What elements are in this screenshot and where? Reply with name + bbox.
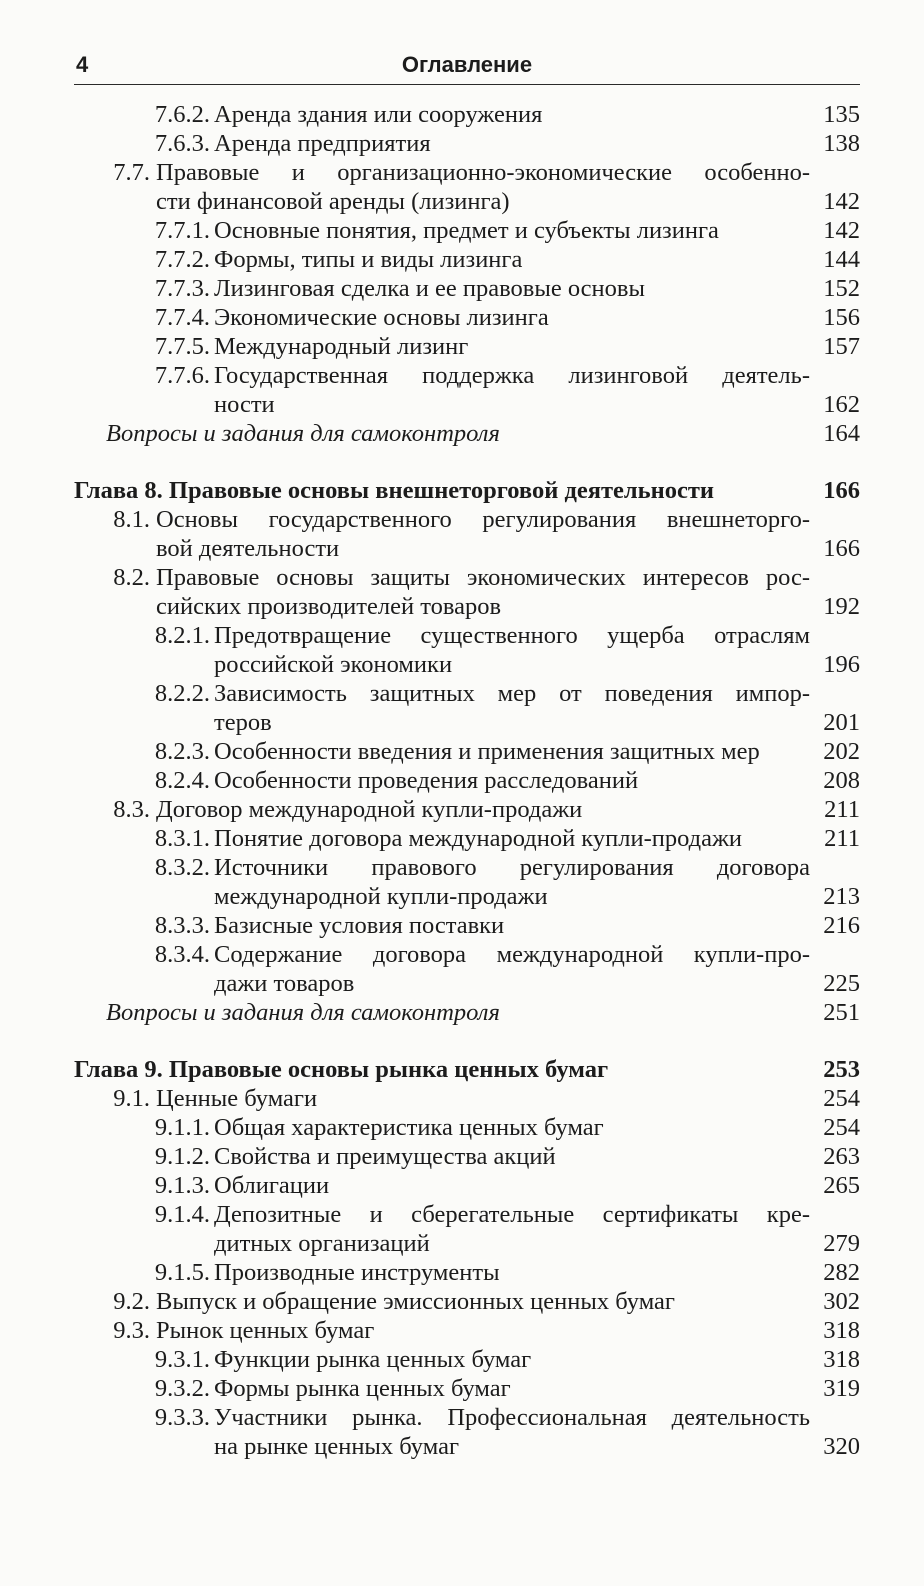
toc-entry[interactable]	[74, 679, 860, 737]
toc-entry-number: 7.6.3.	[154, 130, 210, 157]
toc-entry-number: 8.3.4.	[154, 941, 210, 968]
toc-entry-title	[214, 1345, 810, 1374]
toc-page-number: 225	[823, 970, 860, 997]
toc-entry-title	[214, 911, 810, 940]
toc-entry[interactable]	[74, 158, 860, 216]
toc-entry-text: Выпуск и обращение эмиссионных ценных бумаг	[156, 1288, 675, 1315]
toc-page-number: 196	[823, 651, 860, 678]
toc-entry-title	[156, 505, 810, 563]
toc-entry-number: 9.1.5.	[154, 1259, 210, 1286]
toc-page-number: 211	[824, 825, 860, 852]
toc-page-number: 201	[823, 709, 860, 736]
toc-entry[interactable]	[74, 563, 860, 621]
toc-entry[interactable]	[74, 1142, 860, 1171]
toc-page-number: 211	[824, 796, 860, 823]
toc-page-number: 142	[823, 217, 860, 244]
toc-page-number: 192	[823, 593, 860, 620]
toc-page-number: 166	[823, 477, 860, 504]
toc-entry[interactable]	[74, 1258, 860, 1287]
toc-page-number: 251	[823, 999, 860, 1026]
toc-entry-number: 7.7.4.	[154, 304, 210, 331]
toc-entry[interactable]	[74, 621, 860, 679]
toc-page-number: 279	[823, 1230, 860, 1257]
toc-entry-title	[214, 274, 810, 303]
toc-entry-text: Аренда здания или сооружения	[214, 101, 543, 128]
toc-entry-text: Аренда предприятия	[214, 130, 431, 157]
toc-entry-title	[214, 737, 810, 766]
toc-entry[interactable]	[74, 245, 860, 274]
toc-entry-title	[156, 1287, 810, 1316]
toc-entry-text: Вопросы и задания для самоконтроля	[106, 420, 500, 447]
toc-entry-text: Глава 8. Правовые основы внешнеторговой деятельности	[74, 477, 715, 504]
toc-entry[interactable]	[74, 853, 860, 911]
toc-entry-text: на рынке ценных бумаг	[214, 1433, 459, 1460]
toc-entry-number: 8.3.2.	[154, 854, 210, 881]
toc-entry-title	[214, 824, 810, 853]
toc-entry-text: Облигации	[214, 1172, 330, 1199]
toc-entry-title	[214, 361, 810, 419]
toc-entry-title	[156, 1316, 810, 1345]
toc-entry-number: 7.7.1.	[154, 217, 210, 244]
toc-entry-text: Правовые основы защиты экономических интересов рос-	[156, 564, 810, 591]
toc-page-number: 254	[823, 1085, 860, 1112]
toc-entry-title	[214, 332, 810, 361]
toc-entry-title	[214, 1200, 810, 1258]
toc-entry-text: дажи товаров	[214, 970, 355, 997]
toc-entry-text: Глава 9. Правовые основы рынка ценных бумаг	[74, 1056, 609, 1083]
toc-entry-text: Предотвращение существенного ущерба отраслям	[214, 622, 810, 649]
toc-entry-text: теров	[214, 709, 272, 736]
toc-entry-title	[214, 1113, 810, 1142]
toc-entry-number: 9.1.2.	[154, 1143, 210, 1170]
toc-entry-text: Договор международной купли-продажи	[156, 796, 583, 823]
toc-entry[interactable]	[74, 1287, 860, 1316]
toc-entry-text: Особенности введения и применения защитных мер	[214, 738, 760, 765]
toc-entry[interactable]	[74, 1403, 860, 1461]
page-number: 4	[76, 52, 89, 77]
toc-page-number: 302	[823, 1288, 860, 1315]
toc-entry-text: Содержание договора международной купли-про-	[214, 941, 810, 968]
toc-page-number: 319	[823, 1375, 860, 1402]
toc-entry-text: вой деятельности	[156, 535, 340, 562]
toc-entry-number: 7.6.2.	[154, 101, 210, 128]
toc-entry-text: Формы рынка ценных бумаг	[214, 1375, 511, 1402]
toc-entry-number: 9.3.1.	[154, 1346, 210, 1373]
toc-entry-text: сийских производителей товаров	[156, 593, 502, 620]
toc-entry-title	[214, 100, 810, 129]
toc-entry-number: 9.1.1.	[154, 1114, 210, 1141]
toc-entry-title	[214, 303, 810, 332]
toc-entry-title	[214, 216, 810, 245]
toc-page-number: 135	[823, 101, 860, 128]
toc-entry-text: Лизинговая сделка и ее правовые основы	[214, 275, 645, 302]
page-header	[74, 50, 860, 85]
toc-page-number: 213	[823, 883, 860, 910]
toc-entry[interactable]	[74, 1374, 860, 1403]
toc-page-number: 162	[823, 391, 860, 418]
toc-entry-text: Базисные условия поставки	[214, 912, 505, 939]
toc-entry-text: Вопросы и задания для самоконтроля	[106, 999, 500, 1026]
toc-page-number: 152	[823, 275, 860, 302]
toc-entry-number: 7.7.5.	[154, 333, 210, 360]
toc-entry-text: Рынок ценных бумаг	[156, 1317, 375, 1344]
toc-entry-text: Международный лизинг	[214, 333, 469, 360]
toc-entry[interactable]	[74, 274, 860, 303]
toc-entry-title	[156, 563, 810, 621]
toc-entry-text: Ценные бумаги	[156, 1085, 318, 1112]
toc-entry-number: 8.3.1.	[154, 825, 210, 852]
toc-entry-title	[214, 766, 810, 795]
toc-entry[interactable]	[74, 1171, 860, 1200]
toc-entry[interactable]	[74, 361, 860, 419]
toc-entry-number: 8.2.2.	[154, 680, 210, 707]
toc-entry-text: международной купли-продажи	[214, 883, 548, 910]
toc-entry-number: 9.3.3.	[154, 1404, 210, 1431]
toc-entry-number: 9.1.4.	[154, 1201, 210, 1228]
toc-entry[interactable]	[74, 303, 860, 332]
toc-entry-text: Производные инструменты	[214, 1259, 500, 1286]
toc-page-number: 282	[823, 1259, 860, 1286]
toc-entry[interactable]	[74, 216, 860, 245]
toc-entry-number: 8.1.	[113, 506, 150, 533]
toc-entry-title	[214, 679, 810, 737]
toc-entry-text: Зависимость защитных мер от поведения импор-	[214, 680, 810, 707]
toc-entry-number: 8.2.4.	[154, 767, 210, 794]
toc-entry-number: 8.2.1.	[154, 622, 210, 649]
toc-page-number: 138	[823, 130, 860, 157]
toc-entry-title	[214, 129, 810, 158]
toc-entry-title	[156, 795, 810, 824]
toc-entry-title	[214, 1171, 810, 1200]
toc-entry[interactable]	[74, 766, 860, 795]
toc-page-number: 263	[823, 1143, 860, 1170]
toc-entry[interactable]	[74, 940, 860, 998]
toc-chapter[interactable]	[74, 476, 860, 505]
toc-entry-title	[106, 419, 810, 448]
toc-page-number: 144	[823, 246, 860, 273]
toc-entry[interactable]	[74, 795, 860, 824]
toc-entry-title	[214, 1258, 810, 1287]
toc-page-number: 318	[823, 1317, 860, 1344]
toc-entry[interactable]	[74, 1113, 860, 1142]
toc-page-number: 208	[823, 767, 860, 794]
toc-entry-number: 9.1.	[113, 1085, 150, 1112]
toc-entry-number: 8.2.	[113, 564, 150, 591]
toc-entry-text: Правовые и организационно-экономические особенно-	[156, 159, 810, 186]
toc-entry-title	[156, 158, 810, 216]
toc-entry-text: Функции рынка ценных бумаг	[214, 1346, 532, 1373]
toc-entry-text: Понятие договора международной купли-продажи	[214, 825, 743, 852]
toc-entry-number: 7.7.2.	[154, 246, 210, 273]
toc-entry-number: 8.2.3.	[154, 738, 210, 765]
toc-entry-title	[74, 1055, 810, 1084]
toc-entry[interactable]	[74, 737, 860, 766]
toc-entry-text: Основные понятия, предмет и субъекты лизинга	[214, 217, 719, 244]
toc-entry-text: ности	[214, 391, 275, 418]
toc-page-number: 166	[823, 535, 860, 562]
toc-entry[interactable]	[74, 824, 860, 853]
toc-entry-title	[214, 1142, 810, 1171]
toc-entry-number: 9.3.2.	[154, 1375, 210, 1402]
toc-page-number: 202	[823, 738, 860, 765]
toc-entry[interactable]	[74, 332, 860, 361]
toc-entry[interactable]	[74, 1345, 860, 1374]
toc-entry-text: дитных организаций	[214, 1230, 430, 1257]
toc-entry-text: Депозитные и сберегательные сертификаты кре-	[214, 1201, 810, 1228]
toc-entry-title	[214, 1403, 810, 1461]
toc-page-number: 253	[823, 1056, 860, 1083]
toc-entry[interactable]	[74, 911, 860, 940]
page-title: Оглавление	[401, 52, 533, 77]
toc-entry-number: 7.7.6.	[154, 362, 210, 389]
toc-entry-text: российской экономики	[214, 651, 453, 678]
toc-entry-text: Экономические основы лизинга	[214, 304, 549, 331]
toc-entry-title	[74, 476, 810, 505]
toc-entry-text: Свойства и преимущества акций	[214, 1143, 556, 1170]
toc-entry[interactable]	[74, 1084, 860, 1113]
toc-entry-title	[214, 853, 810, 911]
toc-page-number: 164	[823, 420, 860, 447]
toc-page-number: 320	[823, 1433, 860, 1460]
toc-entry-number: 8.3.	[113, 796, 150, 823]
toc-entry-title	[214, 1374, 810, 1403]
toc-entry[interactable]	[74, 100, 860, 129]
toc-entry-number: 8.3.3.	[154, 912, 210, 939]
toc-entry-text: Источники правового регулирования договора	[214, 854, 810, 881]
toc-entry[interactable]	[74, 505, 860, 563]
toc-entry-title	[214, 621, 810, 679]
toc-entry-text: Государственная поддержка лизинговой деятель-	[214, 362, 810, 389]
toc-entry[interactable]	[74, 129, 860, 158]
toc-questions[interactable]	[74, 419, 860, 448]
toc-entry-number: 7.7.	[113, 159, 150, 186]
toc-entry-number: 7.7.3.	[154, 275, 210, 302]
toc-page-number: 265	[823, 1172, 860, 1199]
toc-entry-text: сти финансовой аренды (лизинга)	[156, 188, 510, 215]
toc-page-number: 216	[823, 912, 860, 939]
section-gap	[74, 1027, 860, 1055]
toc-page-number: 156	[823, 304, 860, 331]
toc-entry-title	[214, 245, 810, 274]
toc-page-number: 142	[823, 188, 860, 215]
toc-entry-text: Общая характеристика ценных бумаг	[214, 1114, 604, 1141]
table-of-contents	[74, 100, 860, 1461]
toc-page-number: 254	[823, 1114, 860, 1141]
toc-chapter[interactable]	[74, 1055, 860, 1084]
toc-entry-text: Формы, типы и виды лизинга	[214, 246, 523, 273]
toc-entry-text: Основы государственного регулирования внешнеторго-	[156, 506, 810, 533]
toc-entry[interactable]	[74, 1200, 860, 1258]
toc-entry-text: Участники рынка. Профессиональная деятельность	[214, 1404, 810, 1431]
section-gap	[74, 448, 860, 476]
toc-entry-number: 9.3.	[113, 1317, 150, 1344]
toc-entry-title	[106, 998, 810, 1027]
toc-entry-number: 9.1.3.	[154, 1172, 210, 1199]
toc-questions[interactable]	[74, 998, 860, 1027]
toc-entry-title	[214, 940, 810, 998]
toc-page-number: 318	[823, 1346, 860, 1373]
toc-page-number: 157	[823, 333, 860, 360]
toc-entry[interactable]	[74, 1316, 860, 1345]
toc-entry-text: Особенности проведения расследований	[214, 767, 639, 794]
toc-entry-title	[156, 1084, 810, 1113]
toc-entry-number: 9.2.	[113, 1288, 150, 1315]
